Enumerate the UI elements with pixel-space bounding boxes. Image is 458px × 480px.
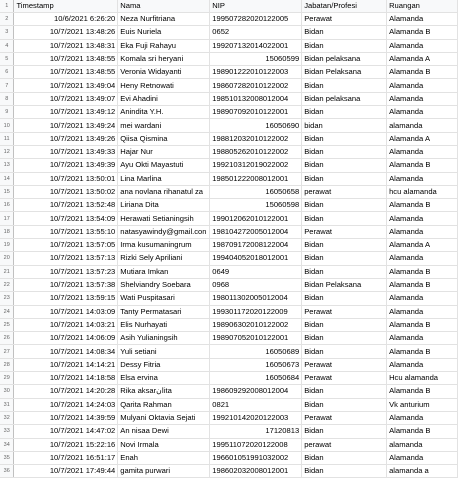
row-number[interactable]: 29 xyxy=(0,372,14,385)
cell-nip[interactable]: 0968 xyxy=(210,278,302,291)
table-row xyxy=(0,345,458,358)
cell-nama[interactable]: Eka Fuji Rahayu xyxy=(118,39,210,52)
cell-nama[interactable]: Wati Puspitasari xyxy=(118,292,210,305)
cell-jabatan[interactable]: Bidan Pelaksana xyxy=(302,66,387,79)
row-number[interactable]: 27 xyxy=(0,345,14,358)
cell-nip[interactable]: 198501222008012001 xyxy=(210,172,302,185)
cell-ruangan[interactable]: alamanda xyxy=(387,438,458,451)
cell-timestamp[interactable]: 10/7/2021 13:54:09 xyxy=(14,212,118,225)
cell-nip[interactable]: 199210142020122003 xyxy=(210,411,302,424)
cell-ruangan[interactable]: Alamanda B xyxy=(387,425,458,438)
cell-jabatan[interactable]: Bidan xyxy=(302,292,387,305)
cell-ruangan[interactable]: Alamanda B xyxy=(387,318,458,331)
row-number[interactable]: 15 xyxy=(0,185,14,198)
table-row xyxy=(0,132,458,145)
cell-nama[interactable]: Qarita Rahman xyxy=(118,398,210,411)
cell-ruangan[interactable]: Alamanda xyxy=(387,292,458,305)
cell-ruangan[interactable]: Alamanda B xyxy=(387,345,458,358)
cell-jabatan[interactable]: Bidan xyxy=(302,425,387,438)
cell-ruangan[interactable]: Alamanda B xyxy=(387,66,458,79)
cell-timestamp[interactable]: 10/7/2021 14:24:03 xyxy=(14,398,118,411)
cell-timestamp[interactable]: 10/7/2021 16:51:17 xyxy=(14,451,118,464)
cell-nama[interactable]: Herawati Setianingsih xyxy=(118,212,210,225)
cell-ruangan[interactable]: Alamanda xyxy=(387,145,458,158)
cell-nama[interactable]: Mulyani Oktavia Sejati xyxy=(118,411,210,424)
cell-timestamp[interactable]: 10/7/2021 13:48:26 xyxy=(14,26,118,39)
cell-ruangan[interactable]: Alamanda B xyxy=(387,265,458,278)
cell-ruangan[interactable]: Alamanda xyxy=(387,92,458,105)
cell-ruangan[interactable]: Alamanda B xyxy=(387,199,458,212)
table-row xyxy=(0,385,458,398)
cell-timestamp[interactable]: 10/7/2021 13:49:24 xyxy=(14,119,118,132)
cell-jabatan[interactable]: Bidan xyxy=(302,318,387,331)
cell-nama[interactable]: Hajar Nur xyxy=(118,145,210,158)
cell-timestamp[interactable]: 10/7/2021 15:22:16 xyxy=(14,438,118,451)
cell-nama[interactable]: mei wardani xyxy=(118,119,210,132)
cell-nip[interactable]: 199507282020122005 xyxy=(210,13,302,26)
cell-jabatan[interactable]: Bidan xyxy=(302,199,387,212)
cell-nama[interactable]: gamita purwari xyxy=(118,465,210,478)
cell-ruangan[interactable]: Alamanda xyxy=(387,358,458,371)
cell-nama[interactable]: ana novlana rihanatul za xyxy=(118,185,210,198)
header-nama[interactable]: Nama xyxy=(118,0,210,13)
row-number[interactable]: 5 xyxy=(0,52,14,65)
row-number[interactable]: 12 xyxy=(0,145,14,158)
cell-ruangan[interactable]: Alamanda B xyxy=(387,278,458,291)
cell-nip[interactable]: 198609292008012004 xyxy=(210,385,302,398)
cell-nip[interactable]: 198104272005012004 xyxy=(210,225,302,238)
cell-jabatan[interactable]: Bidan xyxy=(302,465,387,478)
cell-timestamp[interactable]: 10/7/2021 13:49:26 xyxy=(14,132,118,145)
cell-timestamp[interactable]: 10/7/2021 14:08:34 xyxy=(14,345,118,358)
cell-timestamp[interactable]: 10/7/2021 13:49:04 xyxy=(14,79,118,92)
cell-nip[interactable]: 198906302010122002 xyxy=(210,318,302,331)
cell-nama[interactable]: Asih Yulianingsih xyxy=(118,332,210,345)
row-number[interactable]: 25 xyxy=(0,318,14,331)
cell-jabatan[interactable]: Perawat xyxy=(302,305,387,318)
cell-ruangan[interactable]: Alamanda A xyxy=(387,239,458,252)
row-number[interactable]: 17 xyxy=(0,212,14,225)
cell-jabatan[interactable]: Bidan xyxy=(302,39,387,52)
row-number[interactable]: 24 xyxy=(0,305,14,318)
table-row xyxy=(0,411,458,424)
cell-ruangan[interactable]: Alamanda xyxy=(387,172,458,185)
cell-timestamp[interactable]: 10/7/2021 13:48:55 xyxy=(14,52,118,65)
cell-nip[interactable]: 16050673 xyxy=(210,358,302,371)
row-number[interactable]: 10 xyxy=(0,119,14,132)
row-number[interactable]: 36 xyxy=(0,465,14,478)
cell-nama[interactable]: Euis Nuriela xyxy=(118,26,210,39)
cell-nip[interactable]: 198607282010122002 xyxy=(210,79,302,92)
cell-jabatan[interactable]: perawat xyxy=(302,438,387,451)
row-number[interactable]: 20 xyxy=(0,252,14,265)
cell-jabatan[interactable]: Bidan xyxy=(302,106,387,119)
row-number[interactable]: 4 xyxy=(0,39,14,52)
cell-nip[interactable]: 16050658 xyxy=(210,185,302,198)
row-number[interactable]: 35 xyxy=(0,451,14,464)
cell-nama[interactable]: Novi Irmala xyxy=(118,438,210,451)
cell-ruangan[interactable]: Alamanda xyxy=(387,332,458,345)
cell-jabatan[interactable]: Perawat xyxy=(302,225,387,238)
cell-nip[interactable]: 15060598 xyxy=(210,199,302,212)
cell-ruangan[interactable]: Alamanda xyxy=(387,106,458,119)
cell-jabatan[interactable]: Bidan xyxy=(302,345,387,358)
cell-jabatan[interactable]: Perawat xyxy=(302,372,387,385)
cell-nip[interactable]: 17120813 xyxy=(210,425,302,438)
cell-ruangan[interactable]: Alamanda A xyxy=(387,52,458,65)
table-row xyxy=(0,332,458,345)
cell-timestamp[interactable]: 10/7/2021 14:20:28 xyxy=(14,385,118,398)
cell-jabatan[interactable]: Bidan pelaksana xyxy=(302,52,387,65)
row-number[interactable]: 16 xyxy=(0,199,14,212)
header-timestamp[interactable]: Timestamp xyxy=(14,0,118,13)
cell-timestamp[interactable]: 10/7/2021 17:49:44 xyxy=(14,465,118,478)
cell-timestamp[interactable]: 10/7/2021 13:50:02 xyxy=(14,185,118,198)
row-number[interactable]: 31 xyxy=(0,398,14,411)
row-number[interactable]: 22 xyxy=(0,278,14,291)
row-number[interactable]: 13 xyxy=(0,159,14,172)
cell-nama[interactable]: Enah xyxy=(118,451,210,464)
cell-nama[interactable]: Neza Nurfitriana xyxy=(118,13,210,26)
cell-nip[interactable]: 199404052018012001 xyxy=(210,252,302,265)
cell-timestamp[interactable]: 10/7/2021 13:49:07 xyxy=(14,92,118,105)
cell-jabatan[interactable]: Bidan xyxy=(302,252,387,265)
cell-nama[interactable]: Komala sri heryani xyxy=(118,52,210,65)
cell-nip[interactable]: 16050684 xyxy=(210,372,302,385)
table-row xyxy=(0,66,458,79)
table-row xyxy=(0,119,458,132)
cell-nama[interactable]: Heny Retnowati xyxy=(118,79,210,92)
cell-timestamp[interactable]: 10/7/2021 14:06:09 xyxy=(14,332,118,345)
table-row xyxy=(0,13,458,26)
table-row xyxy=(0,252,458,265)
table-row xyxy=(0,212,458,225)
cell-jabatan[interactable]: Bidan xyxy=(302,172,387,185)
cell-timestamp[interactable]: 10/7/2021 13:52:48 xyxy=(14,199,118,212)
cell-jabatan[interactable]: Bidan Pelaksana xyxy=(302,278,387,291)
cell-ruangan[interactable]: Alamanda xyxy=(387,212,458,225)
cell-jabatan[interactable]: Bidan pelaksana xyxy=(302,92,387,105)
table-row xyxy=(0,106,458,119)
cell-nip[interactable]: 198805262010122002 xyxy=(210,145,302,158)
cell-nama[interactable]: An nisaa Dewi xyxy=(118,425,210,438)
cell-nama[interactable]: Ayu Okti Mayastuti xyxy=(118,159,210,172)
cell-timestamp[interactable]: 10/7/2021 14:14:21 xyxy=(14,358,118,371)
cell-nip[interactable]: 16050689 xyxy=(210,345,302,358)
cell-ruangan[interactable]: Alamanda B xyxy=(387,385,458,398)
table-row xyxy=(0,79,458,92)
cell-nip[interactable]: 15060599 xyxy=(210,52,302,65)
cell-timestamp[interactable]: 10/7/2021 13:57:13 xyxy=(14,252,118,265)
table-row xyxy=(0,26,458,39)
row-number[interactable]: 23 xyxy=(0,292,14,305)
row-number[interactable]: 26 xyxy=(0,332,14,345)
cell-ruangan[interactable]: Alamanda B xyxy=(387,26,458,39)
table-row xyxy=(0,465,458,478)
cell-nip[interactable]: 199210312019022002 xyxy=(210,159,302,172)
cell-timestamp[interactable]: 10/7/2021 14:03:09 xyxy=(14,305,118,318)
cell-nama[interactable]: Qiisa Qismina xyxy=(118,132,210,145)
cell-jabatan[interactable]: Bidan xyxy=(302,132,387,145)
cell-nip[interactable]: 199207132014022001 xyxy=(210,39,302,52)
cell-ruangan[interactable]: alamanda a xyxy=(387,465,458,478)
cell-jabatan[interactable]: Bidan xyxy=(302,332,387,345)
cell-nip[interactable]: 196601051991032002 xyxy=(210,451,302,464)
table-row xyxy=(0,145,458,158)
cell-nip[interactable]: 199511072020122008 xyxy=(210,438,302,451)
row-number[interactable]: 6 xyxy=(0,66,14,79)
cell-nama[interactable]: Anindita Y.H. xyxy=(118,106,210,119)
cell-ruangan[interactable]: Alamanda xyxy=(387,79,458,92)
row-number[interactable]: 9 xyxy=(0,106,14,119)
table-row xyxy=(0,39,458,52)
table-row xyxy=(0,305,458,318)
cell-ruangan[interactable]: Alamanda xyxy=(387,451,458,464)
cell-ruangan[interactable]: Hcu alamanda xyxy=(387,372,458,385)
cell-nip[interactable]: 198907052010122001 xyxy=(210,332,302,345)
cell-nama[interactable]: Elis Nurhayati xyxy=(118,318,210,331)
table-row xyxy=(0,451,458,464)
header-row xyxy=(0,0,458,13)
cell-timestamp[interactable]: 10/7/2021 13:57:05 xyxy=(14,239,118,252)
cell-jabatan[interactable]: Bidan xyxy=(302,398,387,411)
cell-ruangan[interactable]: Alamanda B xyxy=(387,159,458,172)
cell-nama[interactable]: natasyawindy@gmail.con xyxy=(118,225,210,238)
cell-ruangan[interactable]: Alamanda A xyxy=(387,132,458,145)
table-row xyxy=(0,225,458,238)
cell-jabatan[interactable]: Bidan xyxy=(302,159,387,172)
cell-jabatan[interactable]: Perawat xyxy=(302,358,387,371)
cell-timestamp[interactable]: 10/7/2021 13:50:01 xyxy=(14,172,118,185)
cell-jabatan[interactable]: Bidan xyxy=(302,26,387,39)
cell-nip[interactable]: 198901222010122003 xyxy=(210,66,302,79)
cell-nip[interactable]: 16050690 xyxy=(210,119,302,132)
cell-nip[interactable]: 0649 xyxy=(210,265,302,278)
table-row xyxy=(0,372,458,385)
cell-timestamp[interactable]: 10/7/2021 13:48:31 xyxy=(14,39,118,52)
table-row xyxy=(0,398,458,411)
cell-ruangan[interactable]: Alamanda xyxy=(387,13,458,26)
cell-timestamp[interactable]: 10/7/2021 14:39:59 xyxy=(14,411,118,424)
table-row xyxy=(0,52,458,65)
table-row xyxy=(0,265,458,278)
cell-nama[interactable]: Mutiara Imkan xyxy=(118,265,210,278)
cell-jabatan[interactable]: Bidan xyxy=(302,145,387,158)
cell-jabatan[interactable]: Bidan xyxy=(302,212,387,225)
cell-jabatan[interactable]: Perawat xyxy=(302,411,387,424)
row-number[interactable]: 19 xyxy=(0,239,14,252)
row-number[interactable]: 33 xyxy=(0,425,14,438)
row-number[interactable]: 28 xyxy=(0,358,14,371)
cell-nama[interactable]: Irma kusumaningrum xyxy=(118,239,210,252)
cell-nip[interactable]: 199301172020122009 xyxy=(210,305,302,318)
header-nip[interactable]: NIP xyxy=(210,0,302,13)
cell-timestamp[interactable]: 10/7/2021 13:57:38 xyxy=(14,278,118,291)
row-number[interactable]: 8 xyxy=(0,92,14,105)
row-number[interactable]: 3 xyxy=(0,26,14,39)
row-number[interactable]: 21 xyxy=(0,265,14,278)
cell-nip[interactable]: 198907092010122001 xyxy=(210,106,302,119)
table-row xyxy=(0,358,458,371)
row-number[interactable]: 30 xyxy=(0,385,14,398)
cell-jabatan[interactable]: Bidan xyxy=(302,79,387,92)
cell-nip[interactable]: 198812032010122002 xyxy=(210,132,302,145)
cell-timestamp[interactable]: 10/7/2021 13:57:23 xyxy=(14,265,118,278)
cell-timestamp[interactable]: 10/7/2021 13:49:33 xyxy=(14,145,118,158)
row-number[interactable]: 18 xyxy=(0,225,14,238)
cell-nama[interactable]: Yuli setiani xyxy=(118,345,210,358)
cell-timestamp[interactable]: 10/7/2021 14:18:58 xyxy=(14,372,118,385)
cell-nip[interactable]: 0652 xyxy=(210,26,302,39)
row-number[interactable]: 1 xyxy=(0,0,14,13)
cell-jabatan[interactable]: Bidan xyxy=(302,385,387,398)
table-row xyxy=(0,185,458,198)
cell-timestamp[interactable]: 10/7/2021 13:59:15 xyxy=(14,292,118,305)
cell-timestamp[interactable]: 10/7/2021 13:49:39 xyxy=(14,159,118,172)
cell-nip[interactable]: 198011302005012004 xyxy=(210,292,302,305)
cell-ruangan[interactable]: Alamanda xyxy=(387,252,458,265)
cell-timestamp[interactable]: 10/7/2021 13:49:12 xyxy=(14,106,118,119)
cell-timestamp[interactable]: 10/7/2021 14:47:02 xyxy=(14,425,118,438)
cell-nip[interactable]: 0821 xyxy=(210,398,302,411)
cell-timestamp[interactable]: 10/6/2021 6:26:20 xyxy=(14,13,118,26)
table-row xyxy=(0,318,458,331)
cell-jabatan[interactable]: Perawat xyxy=(302,13,387,26)
cell-nama[interactable]: Tanty Permatasari xyxy=(118,305,210,318)
cell-timestamp[interactable]: 10/7/2021 14:03:21 xyxy=(14,318,118,331)
table-row xyxy=(0,159,458,172)
table-row xyxy=(0,172,458,185)
cell-ruangan[interactable]: Alamanda xyxy=(387,39,458,52)
cell-nama[interactable]: Dessy Fitria xyxy=(118,358,210,371)
row-number[interactable]: 11 xyxy=(0,132,14,145)
cell-timestamp[interactable]: 10/7/2021 13:55:10 xyxy=(14,225,118,238)
table-row xyxy=(0,438,458,451)
cell-nama[interactable]: Veronia Widayanti xyxy=(118,66,210,79)
cell-ruangan[interactable]: alamanda xyxy=(387,119,458,132)
cell-nama[interactable]: Rika aksarانita xyxy=(118,385,210,398)
table-row xyxy=(0,92,458,105)
table-row xyxy=(0,239,458,252)
cell-ruangan[interactable]: Alamanda xyxy=(387,411,458,424)
cell-ruangan[interactable]: Alamanda xyxy=(387,225,458,238)
row-number[interactable]: 34 xyxy=(0,438,14,451)
header-jabatan[interactable]: Jabatan/Profesi xyxy=(302,0,387,13)
cell-nama[interactable]: Lina Marlina xyxy=(118,172,210,185)
cell-nip[interactable]: 198602032008012001 xyxy=(210,465,302,478)
row-number[interactable]: 7 xyxy=(0,79,14,92)
cell-nip[interactable]: 198709172008122004 xyxy=(210,239,302,252)
header-ruangan[interactable]: Ruangan xyxy=(387,0,458,13)
cell-timestamp[interactable]: 10/7/2021 13:48:55 xyxy=(14,66,118,79)
cell-ruangan[interactable]: hcu alamanda xyxy=(387,185,458,198)
cell-nama[interactable]: Elsa ervina xyxy=(118,372,210,385)
table-row xyxy=(0,425,458,438)
cell-nama[interactable]: Shelviandry Soebara xyxy=(118,278,210,291)
row-number[interactable]: 14 xyxy=(0,172,14,185)
table-row xyxy=(0,199,458,212)
cell-jabatan[interactable]: Bidan xyxy=(302,239,387,252)
cell-jabatan[interactable]: Bidan xyxy=(302,451,387,464)
cell-jabatan[interactable]: perawat xyxy=(302,185,387,198)
cell-ruangan[interactable]: Vk anturium xyxy=(387,398,458,411)
row-number[interactable]: 32 xyxy=(0,411,14,424)
cell-nip[interactable]: 199012062010122001 xyxy=(210,212,302,225)
cell-nama[interactable]: Rizki Sely Apriliani xyxy=(118,252,210,265)
cell-jabatan[interactable]: bidan xyxy=(302,119,387,132)
cell-nama[interactable]: Evi Ahadini xyxy=(118,92,210,105)
cell-ruangan[interactable]: Alamanda xyxy=(387,305,458,318)
cell-nama[interactable]: Liriana Dita xyxy=(118,199,210,212)
cell-jabatan[interactable]: Bidan xyxy=(302,265,387,278)
cell-nip[interactable]: 198510132008012004 xyxy=(210,92,302,105)
table-row xyxy=(0,292,458,305)
row-number[interactable]: 2 xyxy=(0,13,14,26)
table-row xyxy=(0,278,458,291)
